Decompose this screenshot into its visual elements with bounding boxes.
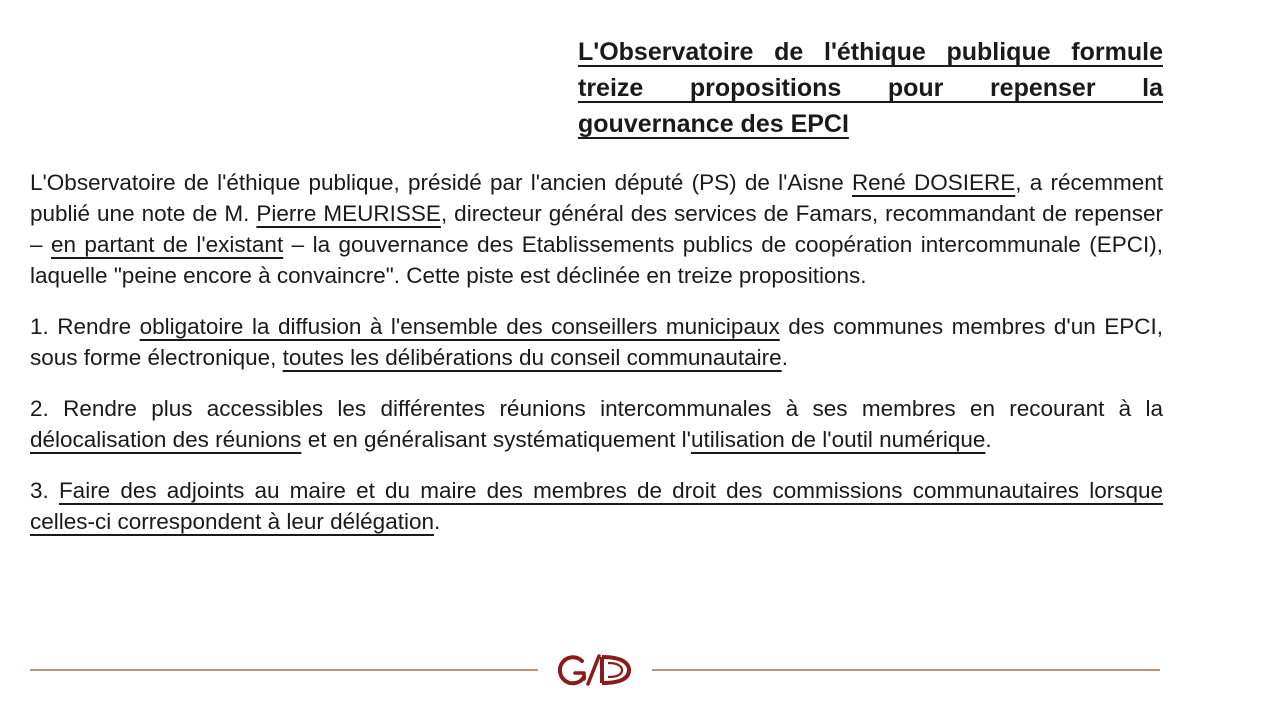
gd-logo [555, 651, 635, 689]
proposal-1-underlined-1: obligatoire la diffusion à l'ensemble des conseillers municipaux [139, 314, 780, 339]
intro-underlined-1: René DOSIERE [851, 170, 1016, 195]
footer-rule-left [30, 669, 538, 671]
intro-text-2: , a récemment publié une note de M. [30, 170, 1163, 226]
proposal-2-underlined-2: utilisation de l'outil numérique [690, 427, 986, 452]
proposal-2-underlined-1: délocalisation des réunions [30, 427, 302, 452]
proposal-3-text-2: . [434, 509, 441, 534]
proposal-1-text-2: des communes membres d'un EPCI, sous forme électronique, [30, 314, 1164, 370]
proposal-3-text-1: 3. [30, 478, 59, 503]
proposal-1-text-1: 1. Rendre [30, 314, 140, 339]
proposal-1-text-3: . [781, 345, 788, 370]
document-title [578, 34, 1163, 142]
proposal-2-text-1: 2. Rendre plus accessibles les différentes réunions intercommunales à ses membres en recourant à la [30, 396, 1163, 421]
intro-underlined-3: en partant de l'existant [50, 232, 284, 257]
proposal-2-text-3: . [985, 427, 992, 452]
document-title-text: L'Observatoire de l'éthique publique formule treize propositions pour repenser la gouvernance des EPCI [578, 38, 1163, 138]
intro-text-3: , directeur général des services de Famars, recommandant de repenser – [30, 201, 1163, 257]
intro-text-1: L'Observatoire de l'éthique publique, présidé par l'ancien député (PS) de l'Aisne [30, 170, 852, 195]
proposal-1-underlined-2: toutes les délibérations du conseil communautaire [282, 345, 782, 370]
proposal-1 [30, 311, 1163, 373]
intro-paragraph [30, 167, 1163, 291]
footer-rule-right [652, 669, 1160, 671]
document-page [30, 34, 1163, 537]
intro-text-4: – la gouvernance des Etablissements publics de coopération intercommunale (EPCI), laquelle "peine encore à convaincre". Cette piste est déclinée en treize propositions. [30, 232, 1163, 288]
proposal-2-text-2: et en généralisant systématiquement l' [301, 427, 691, 452]
proposal-3-underlined-1: Faire des adjoints au maire et du maire des membres de droit des commissions communautaires lorsque celles-ci correspondent à leur délégation [30, 478, 1163, 534]
proposal-3 [30, 475, 1163, 537]
intro-underlined-2: Pierre MEURISSE [256, 201, 441, 226]
proposal-2 [30, 393, 1163, 455]
footer [30, 645, 1160, 691]
